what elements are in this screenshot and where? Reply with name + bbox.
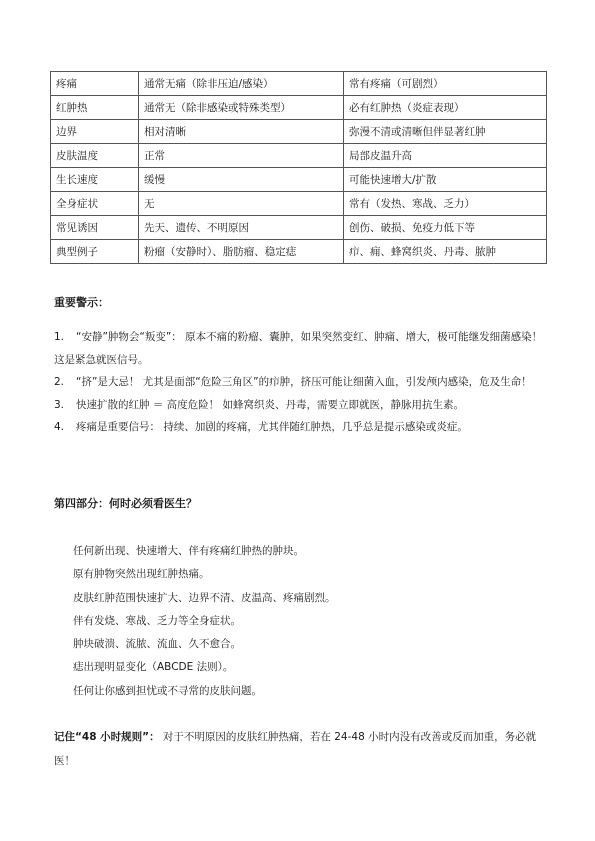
table-cell: 全身症状: [51, 192, 139, 216]
warning-number: 4.: [54, 421, 65, 433]
warnings-list: [54, 326, 544, 439]
warnings-heading: 重要警示：: [54, 296, 109, 309]
table-row: [51, 96, 547, 120]
table-cell: 无: [139, 192, 344, 216]
table-row: [51, 120, 547, 144]
table-cell: 疼痛: [51, 72, 139, 96]
list-item: 任何让你感到担忧或不寻常的皮肤问题。: [73, 684, 262, 697]
table-cell: 常有（发热、寒战、乏力）: [344, 192, 547, 216]
table-cell: 创伤、破损、免疫力低下等: [344, 216, 547, 240]
list-item: 任何新出现、快速增大、伴有疼痛红肿热的肿块。: [73, 545, 304, 557]
list-item: 痣出现明显变化（ABCDE 法则）。: [73, 661, 234, 674]
list-item: 皮肤红肿范围快速扩大、边界不清、皮温高、疼痛剧烈。: [73, 591, 336, 604]
table-cell: 弥漫不清或清晰但伴显著红肿: [344, 120, 547, 144]
table-row: [51, 192, 547, 216]
warning-text: “安静”肿物会“叛变”： 原本不痛的粉瘤、囊肿，如果突然变红、肿痛、增大，极可能继发细菌感染！ 这是紧急就医信号。: [54, 331, 543, 366]
warning-item: [54, 371, 544, 394]
table-cell: 可能快速增大/扩散: [344, 168, 547, 192]
comparison-table: [50, 71, 547, 264]
table-cell: 缓慢: [139, 168, 344, 192]
table-cell: 相对清晰: [139, 120, 344, 144]
rule-paragraph: [54, 725, 544, 773]
table-row: [51, 216, 547, 240]
warning-number: 1.: [54, 331, 65, 343]
warning-item: [54, 326, 544, 371]
table-cell: 必有红肿热（炎症表现）: [344, 96, 547, 120]
table-cell: 皮肤温度: [51, 144, 139, 168]
table-cell: 通常无（除非感染或特殊类型）: [139, 96, 344, 120]
table-cell: 正常: [139, 144, 344, 168]
section4-heading: 第四部分：何时必须看医生？: [54, 497, 197, 510]
table-cell: 红肿热: [51, 96, 139, 120]
table-row: [51, 168, 547, 192]
table-cell: 典型例子: [51, 240, 139, 264]
table-cell: 通常无痛（除非压迫/感染）: [139, 72, 344, 96]
warning-text: 快速扩散的红肿 ＝ 高度危险！ 如蜂窝织炎、丹毒，需要立即就医，静脉用抗生素。: [76, 398, 465, 411]
list-item: 原有肿物突然出现红肿热痛。: [73, 568, 210, 581]
table-cell: 常有疼痛（可剧烈）: [344, 72, 547, 96]
table-row: [51, 144, 547, 168]
table-cell: 局部皮温升高: [344, 144, 547, 168]
see-doctor-list: [73, 540, 543, 703]
warning-number: 3.: [54, 398, 65, 411]
warning-item: [54, 416, 544, 439]
table-row: [51, 240, 547, 264]
table-cell: 生长速度: [51, 168, 139, 192]
table-cell: 粉瘤（安静时）、脂肪瘤、稳定痣: [139, 240, 344, 264]
warning-item: [54, 394, 544, 417]
warning-number: 2.: [54, 376, 65, 388]
warning-text: 疼痛是重要信号： 持续、加剧的疼痛，尤其伴随红肿热，几乎总是提示感染或炎症。: [76, 421, 468, 433]
rule-title: 记住“48 小时规则”：: [54, 731, 160, 743]
rule-text: 对于不明原因的皮肤红肿热痛，若在 24-48 小时内没有改善或反而加重，务必就医！: [54, 731, 537, 767]
list-item: 肿块破溃、流脓、流血、久不愈合。: [73, 638, 241, 651]
table-cell: 边界: [51, 120, 139, 144]
list-item: 伴有发烧、寒战、乏力等全身症状。: [73, 614, 241, 627]
table-row: [51, 72, 547, 96]
table-cell: 疖、痈、蜂窝织炎、丹毒、脓肿: [344, 240, 547, 264]
table-cell: 常见诱因: [51, 216, 139, 240]
warning-text: “挤”是大忌！ 尤其是面部“危险三角区”的疖肿，挤压可能让细菌入血，引发颅内感染，危及生命！: [76, 376, 532, 388]
table-cell: 先天、遗传、不明原因: [139, 216, 344, 240]
